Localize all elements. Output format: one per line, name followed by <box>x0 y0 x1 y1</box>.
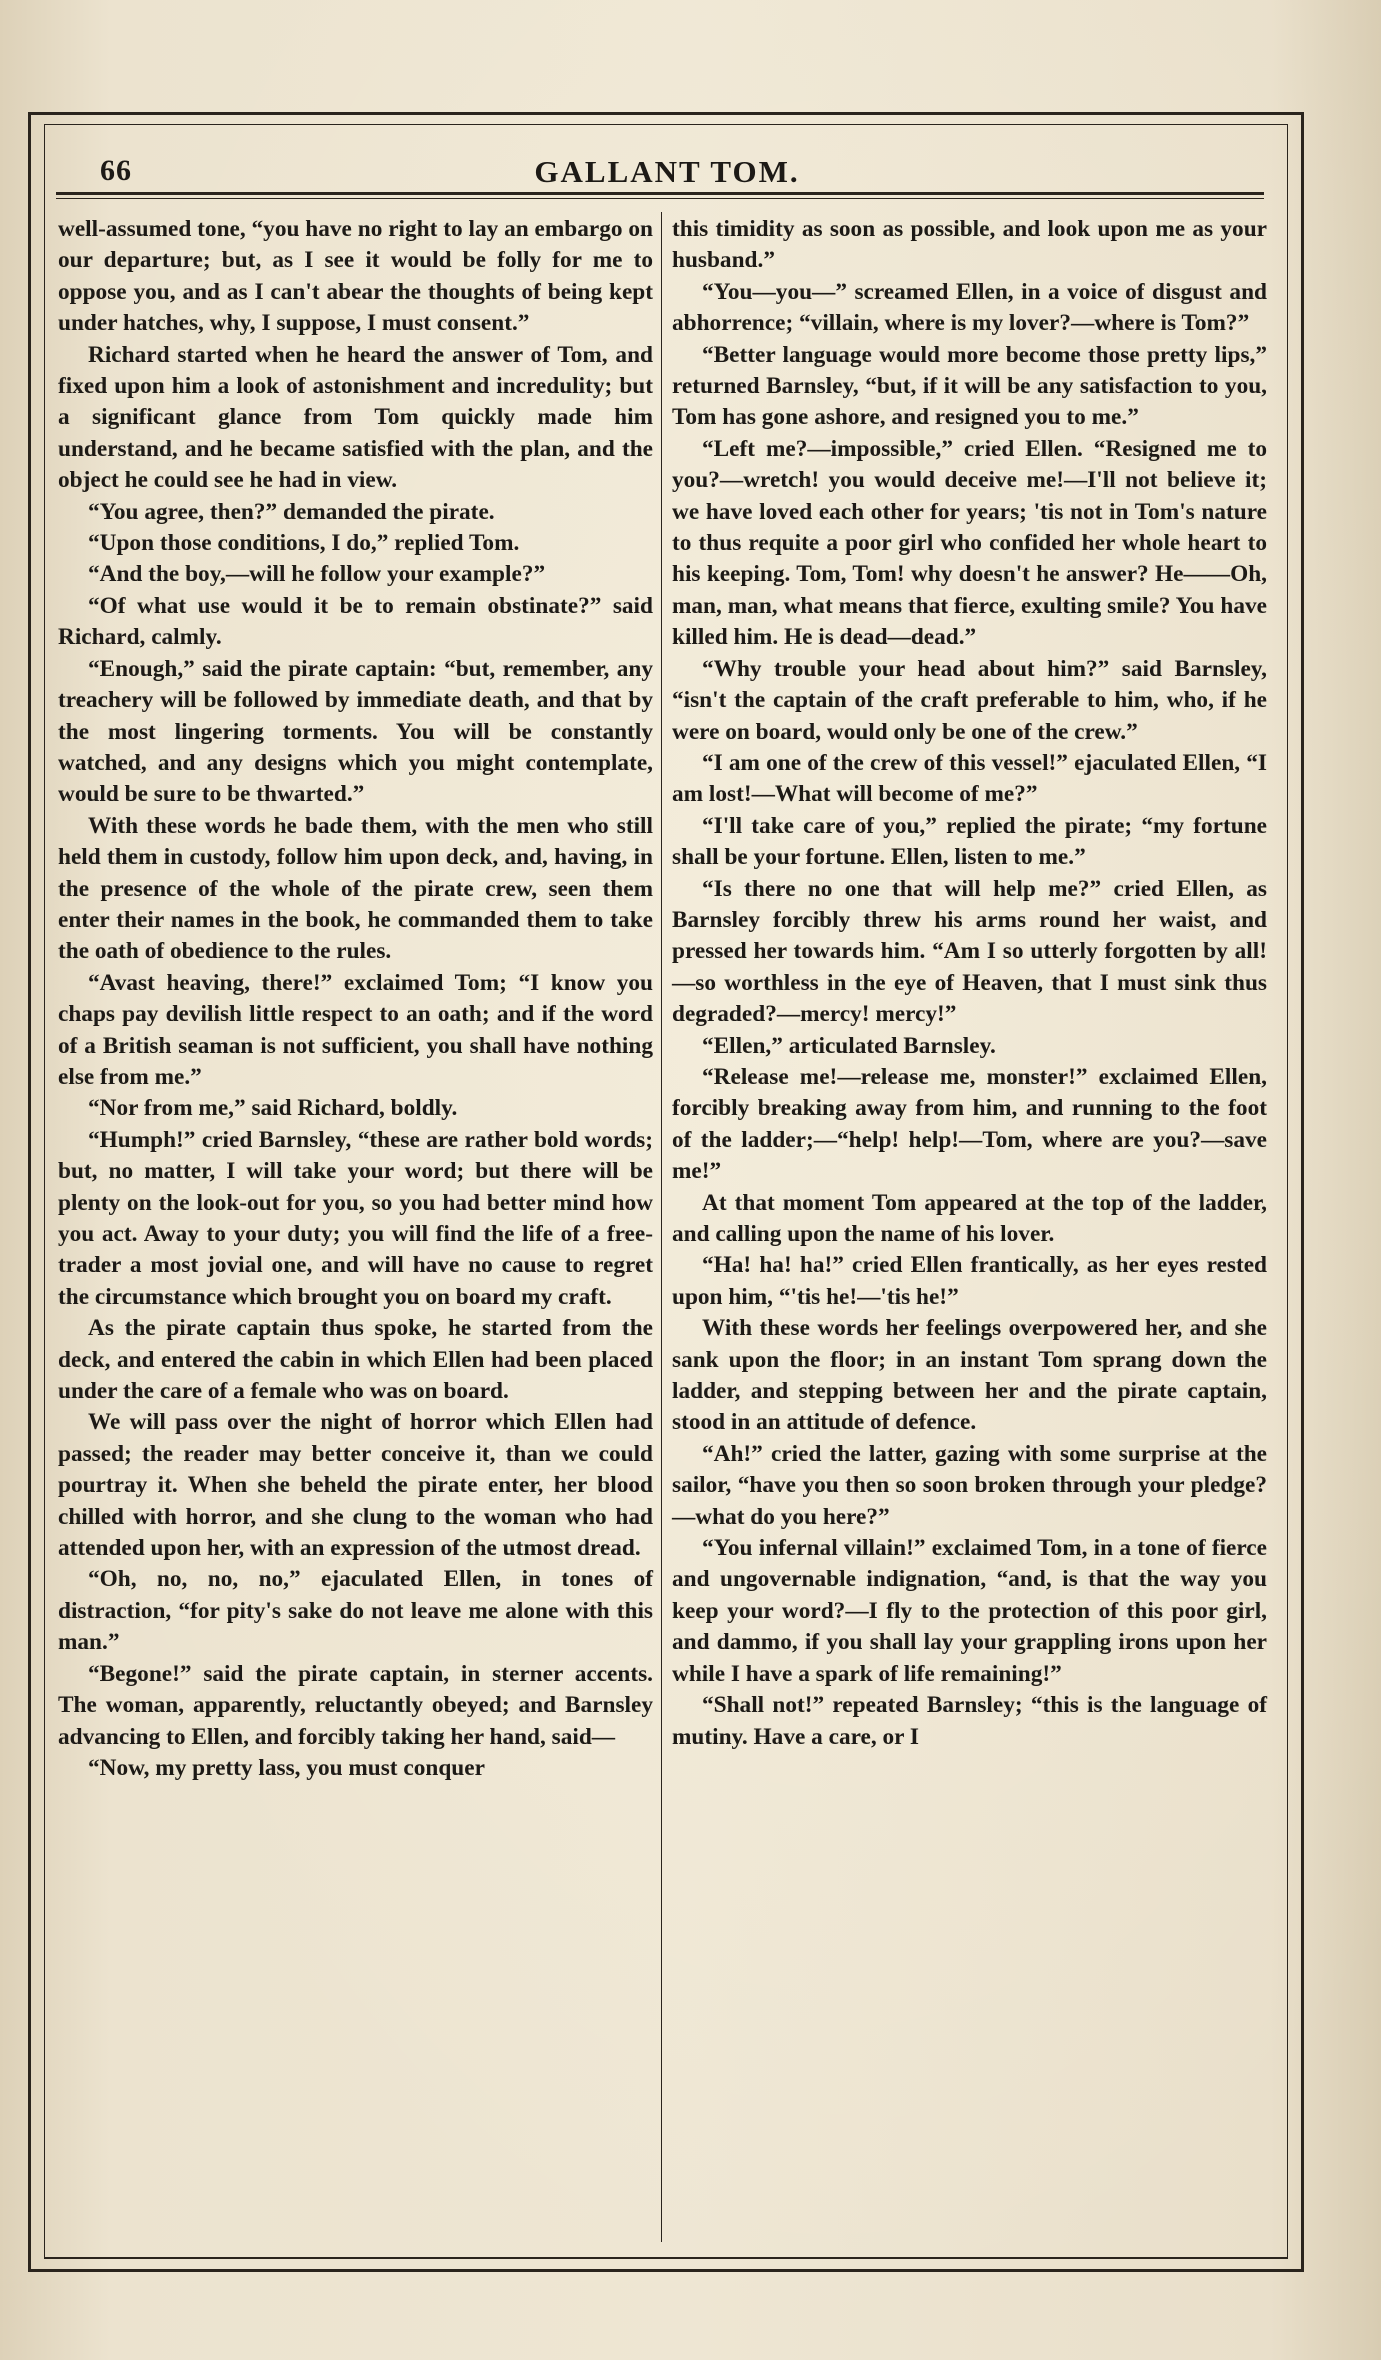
paragraph: “Upon those conditions, I do,” replied Tom. <box>88 530 520 557</box>
paragraph: “Avast heaving, there!” exclaimed Tom; “I know you chaps pay devilish little respect to an oath; and if the word of a British seaman is not sufficient, you shall have nothing else from me.” <box>58 969 653 1090</box>
header-rule <box>56 192 1264 195</box>
paragraph: “Left me?—impossible,” cried Ellen. “Resigned me to you?—wretch! you would deceive me!—I'll not believe it; we have loved each other for years; 'tis not in Tom's nature to thus requite a poor girl who confided her whole heart to his keeping. Tom, Tom! why doesn't he answer? He——Oh, man, man, what means that fierce, exulting smile? You have killed him. He is dead—dead.” <box>672 435 1267 651</box>
paragraph: “Of what use would it be to remain obstinate?” said Richard, calmly. <box>58 592 653 651</box>
paragraph: “Ah!” cried the latter, gazing with some surprise at the sailor, “have you then so soon broken through your pledge?—what do you here?” <box>672 1440 1267 1530</box>
running-title: GALLANT TOM. <box>534 154 800 189</box>
column-divider <box>661 212 662 2242</box>
paragraph: “Ellen,” articulated Barnsley. <box>702 1032 996 1059</box>
paragraph: “I am one of the crew of this vessel!” ejaculated Ellen, “I am lost!—What will become of me?” <box>672 749 1267 808</box>
paragraph: “You infernal villain!” exclaimed Tom, in a tone of fierce and ungovernable indignation, “and, is that the way you keep your word?—I fly to the protection of this poor girl, and dammo, if you shall lay your grappling irons upon her while I have a spark of life remaining!” <box>672 1535 1267 1687</box>
paragraph: “Ha! ha! ha!” cried Ellen frantically, as her eyes rested upon him, “'tis he!—'tis he!” <box>672 1252 1267 1310</box>
paragraph: Richard started when he heard the answer of Tom, and fixed upon him a look of astonishment and incredulity; but a significant glance from Tom quickly made him understand, and he became satisfied with the plan, and the object he could see he had in view. <box>58 341 653 494</box>
paragraph: this timidity as soon as possible, and look upon me as your husband.” <box>672 216 1267 274</box>
right-column <box>672 214 1267 1753</box>
paragraph: “Is there no one that will help me?” cried Ellen, as Barnsley forcibly threw his arms round her waist, and pressed her towards him. “Am I so utterly forgotten by all!—so worthless in the eye of Heaven, that I must sink thus degraded?—mercy! mercy!” <box>672 875 1267 1028</box>
paragraph: “Release me!—release me, monster!” exclaimed Ellen, forcibly breaking away from him, and running to the foot of the ladder;—“help! help!—Tom, where are you?—save me!” <box>672 1063 1267 1185</box>
paragraph: We will pass over the night of horror which Ellen had passed; the reader may better conceive it, than we could pourtray it. When she beheld the pirate enter, her blood chilled with horror, and she clung to the woman who had attended upon her, with an expression of the utmost dread. <box>58 1409 653 1562</box>
paragraph: “Now, my pretty lass, you must conquer <box>88 1754 485 1781</box>
paragraph: At that moment Tom appeared at the top of the ladder, and calling upon the name of his lover. <box>672 1189 1267 1247</box>
paragraph: “Better language would more become those pretty lips,” returned Barnsley, “but, if it will be any satisfaction to you, Tom has gone ashore, and resigned you to me.” <box>672 341 1267 431</box>
header-rule-thin <box>56 198 1264 199</box>
paragraph: well-assumed tone, “you have no right to lay an embargo on our departure; but, as I see it would be folly for me to oppose you, and as I can't abear the thoughts of being kept under hatches, why, I suppose, I must consent.” <box>58 216 653 337</box>
paragraph: “I'll take care of you,” replied the pirate; “my fortune shall be your fortune. Ellen, listen to me.” <box>672 812 1267 871</box>
paragraph: “Nor from me,” said Richard, boldly. <box>88 1095 458 1122</box>
page-number: 66 <box>100 154 132 187</box>
paragraph: “Enough,” said the pirate captain: “but, remember, any treachery will be followed by immediate death, and that by the most lingering torments. You will be constantly watched, and any designs which you might contemplate, would be sure to be thwarted.” <box>58 655 653 808</box>
paragraph: “Oh, no, no, no,” ejaculated Ellen, in tones of distraction, “for pity's sake do not leave me alone with this man.” <box>58 1566 653 1656</box>
paragraph: “And the boy,—will he follow your example?” <box>88 561 546 588</box>
paragraph: “Humph!” cried Barnsley, “these are rather bold words; but, no matter, I will take your word; but there will be plenty on the look-out for you, so you had better mind how you act. Away to your duty; you will find the life of a free-trader a most jovial one, and will have no cause to regret the circumstance which brought you on board my craft. <box>58 1126 653 1310</box>
paragraph: “You agree, then?” demanded the pirate. <box>88 498 495 525</box>
paragraph: As the pirate captain thus spoke, he started from the deck, and entered the cabin in which Ellen had been placed under the care of a female who was on board. <box>58 1315 653 1405</box>
paragraph: “Shall not!” repeated Barnsley; “this is the language of mutiny. Have a care, or I <box>672 1692 1267 1750</box>
bottom-rule <box>44 2258 1288 2259</box>
paragraph: “Begone!” said the pirate captain, in sterner accents. The woman, apparently, reluctantly obeyed; and Barnsley advancing to Ellen, and forcibly taking her hand, said— <box>58 1660 653 1750</box>
paragraph: “Why trouble your head about him?” said Barnsley, “isn't the captain of the craft preferable to him, who, if he were on board, would only be one of the crew.” <box>672 655 1267 745</box>
left-column <box>58 214 653 1784</box>
paragraph: With these words he bade them, with the men who still held them in custody, follow him upon deck, and, having, in the presence of the whole of the pirate crew, seen them enter their names in the book, he commanded them to take the oath of obedience to the rules. <box>58 812 653 965</box>
page-header <box>56 146 1278 188</box>
paragraph: “You—you—” screamed Ellen, in a voice of disgust and abhorrence; “villain, where is my lover?—where is Tom?” <box>672 278 1267 337</box>
paragraph: With these words her feelings overpowered her, and she sank upon the floor; in an instant Tom sprang down the ladder, and stepping between her and the pirate captain, stood in an attitude of defence. <box>672 1315 1267 1436</box>
